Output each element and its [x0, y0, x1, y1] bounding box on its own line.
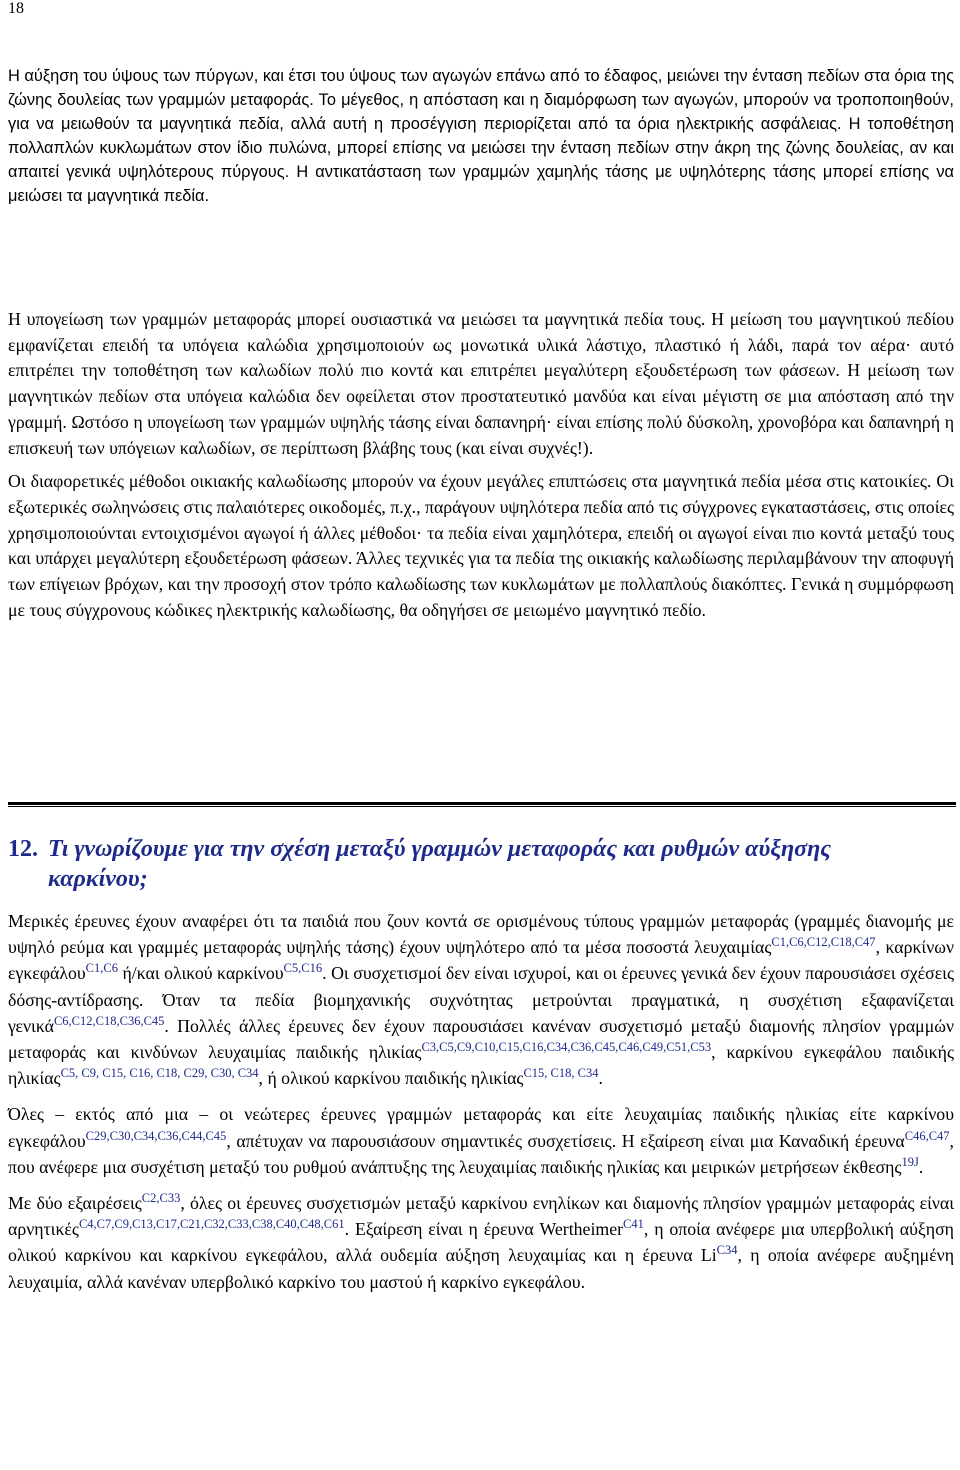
citation: C41 — [623, 1217, 644, 1232]
citation: C2,C33 — [141, 1191, 181, 1206]
text-run: Μερικές έρευνες έχουν αναφέρει ότι τα παιδιά που ζουν κοντά σε ορισμένους τύπους γραμμών μεταφοράς (γραμμές διανομής με υψηλό ρεύμα και γραμμές μεταφοράς υψηλής τάσης) έχουν υψηλότερο από τα μέσα ποσοστά λευχαιμίας — [8, 911, 954, 958]
citation: C1,C6 — [85, 961, 118, 976]
section-title-line1: Τι γνωρίζουμε για την σχέση μεταξύ γραμμών μεταφοράς και ρυθμών αύξησης — [48, 836, 831, 862]
section-title-line2: καρκίνου; — [48, 866, 148, 892]
text-run: ή/και ολικού καρκίνου — [117, 963, 284, 984]
citation: C15, C18, C34 — [523, 1066, 599, 1081]
text-run: Όλες – εκτός από μια – οι νεώτερες έρευνες γραμμών μεταφοράς και είτε λευχαιμίας παιδικής ηλικίας είτε καρκίνου εγκεφάλου — [8, 1104, 954, 1151]
citation: C4,C7,C9,C13,C17,C21,C32,C33,C38,C40,C48,C61 — [78, 1217, 345, 1232]
citation: 19J — [901, 1154, 919, 1169]
paragraph-recent-studies — [8, 1101, 954, 1180]
text-run: , απέτυχαν να παρουσιάσουν σημαντικές συσχετίσεις. Η εξαίρεση είναι μια Καναδική έρευνα — [226, 1130, 905, 1151]
citation: C5,C16 — [283, 961, 323, 976]
paragraph-adult-studies — [8, 1190, 954, 1295]
section-number: 12. — [8, 836, 38, 862]
section-heading — [8, 834, 954, 894]
text-run: , που ανέφερε μια συσχέτιση μεταξύ του ρυθμού ανάπτυξης της λευχαιμίας παιδικής ηλικίας και μειρικών μετρήσεων έκθεσης — [8, 1130, 954, 1177]
text-run: , καρκίνου εγκεφάλου παιδικής ηλικίας — [8, 1042, 954, 1089]
text-run: . Οι συσχετισμοί δεν είναι ισχυροί, και οι έρευνες γενικά δεν έχουν παρουσιάσει σχέσεις δόσης-αντίδρασης. Όταν τα πεδία βιομηχανικής συχνότητας μετρούνται πραγματικά, η συσχέτιση εξαφανίζεται γενικά — [8, 963, 954, 1036]
page-number: 18 — [8, 0, 24, 17]
citation: C46,C47 — [904, 1128, 950, 1143]
text-run: . — [598, 1068, 603, 1089]
text-run: . Εξαίρεση είναι η έρευνα Wertheimer — [344, 1219, 624, 1240]
citation: C3,C5,C9,C10,C15,C16,C34,C36,C45,C46,C49,C51,C53 — [421, 1040, 712, 1055]
citation: C29,C30,C34,C36,C44,C45 — [85, 1128, 227, 1143]
paragraph-child-studies — [8, 908, 954, 1091]
text-run: , καρκίνων εγκεφάλου — [8, 937, 954, 984]
text-run: . Πολλές άλλες έρευνες δεν έχουν παρουσιάσει κανέναν συσχετισμό μεταξύ διαμονής πλησίον γραμμών μεταφοράς και κινδύνων λευχαιμίας παιδικής ηλικίας — [8, 1015, 954, 1063]
text-run: , όλες οι έρευνες συσχετισμών μεταξύ καρκίνου ενηλίκων και διαμονής πλησίον γραμμών μεταφοράς είναι αρνητικές — [8, 1193, 955, 1240]
body-block-2 — [8, 908, 954, 1305]
body-block-1 — [8, 307, 954, 631]
text-run: , η οποία ανέφερε μια υπερβολική αύξηση ολικού καρκίνου και καρκίνου εγκεφάλου, αλλά ουδεμία αύξηση λευχαιμίας και η έρευνα Li — [8, 1219, 954, 1266]
text-run: Με δύο εξαιρέσεις — [8, 1193, 142, 1214]
text-run: , ή ολικού καρκίνου παιδικής ηλικίας — [258, 1068, 524, 1089]
citation: C6,C12,C18,C36,C45 — [53, 1013, 165, 1028]
paragraph-underground-lines: Η υπογείωση των γραμμών μεταφοράς μπορεί ουσιαστικά να μειώσει τα μαγνητικά πεδία τους. Η μείωση του μαγνητικού πεδίου εμφανίζεται επειδή τα υπόγεια καλώδια χρησιμοποιούν ως μονωτικά υλικά λάστιχο, πλαστικό ή λάδι, παρά τον αέρα· αυτό επιτρέπει την τοποθέτηση των καλωδίων πολύ πιο κοντά και επιτρέπει μεγαλύτερη εξουδετέρωση των φάσεων. Η μείωση των μαγνητικών πεδίων στα υπόγεια καλώδια δεν οφείλεται στον προστατευτικό μανδύα και είναι μέγιστη σε μια απόσταση από την γραμμή. Ωστόσο η υπογείωση των γραμμών υψηλής τάσης είναι δαπανηρή· είναι επίσης πολύ δύσκολη, χρονοβόρα και δαπανηρή η επισκευή των υπόγειων καλωδίων, σε περίπτωση βλάβης τους (και είναι συχνές!). — [8, 309, 954, 458]
paragraph-tower-height: Η αύξηση του ύψους των πύργων, και έτσι του ύψους των αγωγών επάνω από το έδαφος, μειώνει την ένταση πεδίων στα όρια της ζώνης δουλείας των γραμμών μεταφοράς. Το μέγεθος, η απόσταση και η διαμόρφωση των αγωγών, μπορούν να τροποποιηθούν, για να μειωθούν τα μαγνητικά πεδία, αλλά αυτή η προσέγγιση περιορίζεται από τα όρια ηλεκτρικής ασφάλειας. Η τοποθέτηση πολλαπλών κυκλωμάτων στον ίδιο πυλώνα, μπορεί επίσης να μειώσει την ένταση πεδίων στην άκρη της ζώνης δουλείας, αν και απαιτεί γενικά υψηλότερους πύργους. Η αντικατάσταση των γραμμών χαμηλής τάσης με υψηλότερης τάσης μπορεί επίσης να μειώσει τα μαγνητικά πεδία. — [8, 67, 954, 205]
text-run: . — [918, 1156, 924, 1177]
citation: C1,C6,C12,C18,C47 — [771, 935, 876, 950]
section-divider — [8, 802, 956, 807]
citation: C5, C9, C15, C16, C18, C29, C30, C34 — [60, 1066, 259, 1081]
text-run: , η οποία ανέφερε αυξημένη λευχαιμία, αλλά κανέναν υπερβολικό καρκίνο του μαστού ή καρκίνο εγκεφάλου. — [8, 1245, 954, 1292]
citation: C34 — [716, 1243, 738, 1258]
paragraph-home-wiring: Οι διαφορετικές μέθοδοι οικιακής καλωδίωσης μπορούν να έχουν μεγάλες επιπτώσεις στα μαγνητικά πεδία μέσα στις κατοικίες. Οι εξωτερικές σωληνώσεις στις παλαιότερες οικοδομές, π.χ., παράγουν υψηλότερα πεδία από τις σύγχρονες εγκαταστάσεις, στις οποίες χρησιμοποιούνται εντοιχισμένοι αγωγοί ή άλλες μέθοδοι· τα πεδία είναι χαμηλότερα, επειδή οι αγωγοί είναι πιο κοντά μεταξύ τους και υπάρχει μεγαλύτερη εξουδετέρωση φάσεων. Άλλες τεχνικές για τα πεδία της οικιακής καλωδίωσης περιλαμβάνουν την αποφυγή των επίγειων βρόχων, και την προσοχή στον τρόπο καλωδίωσης των κυκλωμάτων με πολλαπλούς διακόπτες. Γενικά η συμμόρφωση με τους σύγχρονους κώδικες ηλεκτρικής καλωδίωσης, θα οδηγήσει σε μειωμένο μαγνητικό πεδίο. — [8, 471, 954, 620]
